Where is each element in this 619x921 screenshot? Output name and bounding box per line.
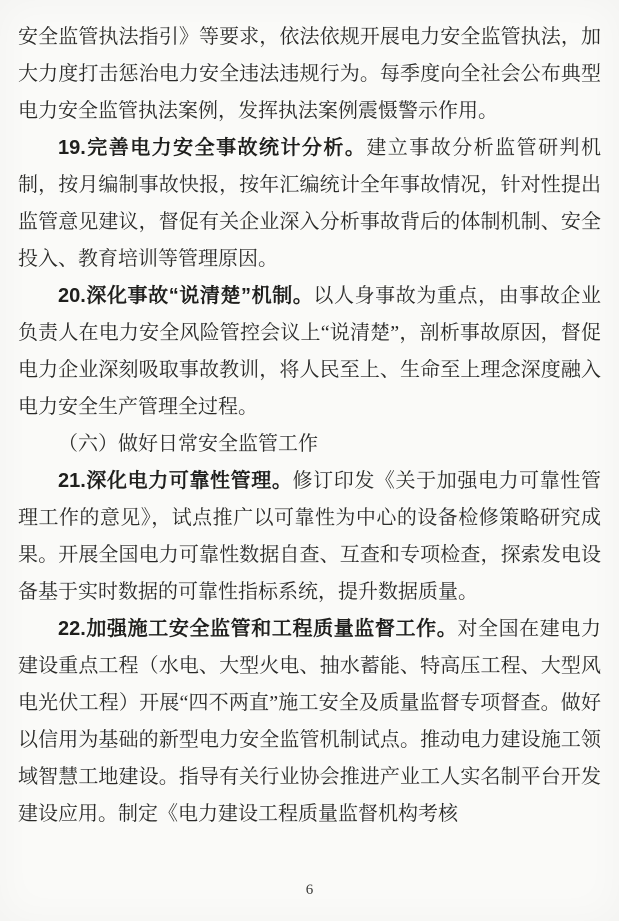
paragraph-item-22	[18, 611, 601, 833]
page-number: 6	[305, 882, 314, 898]
item-22-label: 22.加强施工安全监管和工程质量监督工作。	[58, 618, 458, 640]
item-19-label: 19.完善电力安全事故统计分析。	[58, 137, 367, 159]
paragraph-continuation: 安全监管执法指引》等要求，依法依规开展电力安全监管执法，加大力度打击惩治电力安全违法违规行为。每季度向全社会公布典型电力安全监管执法案例，发挥执法案例震慑警示作用。	[18, 26, 601, 122]
page-content	[18, 19, 601, 833]
paragraph-item-20	[18, 278, 601, 426]
item-22-body: 对全国在建电力建设重点工程（水电、大型火电、抽水蓄能、特高压工程、大型风电光伏工程）开展“四不两直”施工安全及质量监督专项督查。做好以信用为基础的新型电力安全监管机制试点。推动电力建设施工领域智慧工地建设。指导有关行业协会推进产业工人实名制平台开发建设应用。制定《电力建设工程质量监督机构考核	[18, 618, 602, 825]
section-heading-6: （六）做好日常安全监管工作	[58, 433, 318, 455]
item-21-body: 修订印发《关于加强电力可靠性管理工作的意见》，试点推广以可靠性为中心的设备检修策略研究成果。开展全国电力可靠性数据自查、互查和专项检查，探索发电设备基于实时数据的可靠性指标系统，提升数据质量。	[18, 470, 602, 603]
item-21-label: 21.深化电力可靠性管理。	[58, 470, 293, 492]
item-19-body: 建立事故分析监管研判机制，按月编制事故快报，按年汇编统计全年事故情况，针对性提出监管意见建议，督促有关企业深入分析事故背后的体制机制、安全投入、教育培训等管理原因。	[18, 137, 602, 270]
item-20-body: 以人身事故为重点，由事故企业负责人在电力安全风险管控会议上“说清楚”，剖析事故原因，督促电力企业深刻吸取事故教训，将人民至上、生命至上理念深度融入电力安全生产管理全过程。	[18, 285, 601, 418]
paragraph-item-19	[18, 130, 601, 278]
paragraph-item-21	[18, 463, 601, 611]
item-20-label: 20.深化事故“说清楚”机制。	[58, 285, 314, 307]
